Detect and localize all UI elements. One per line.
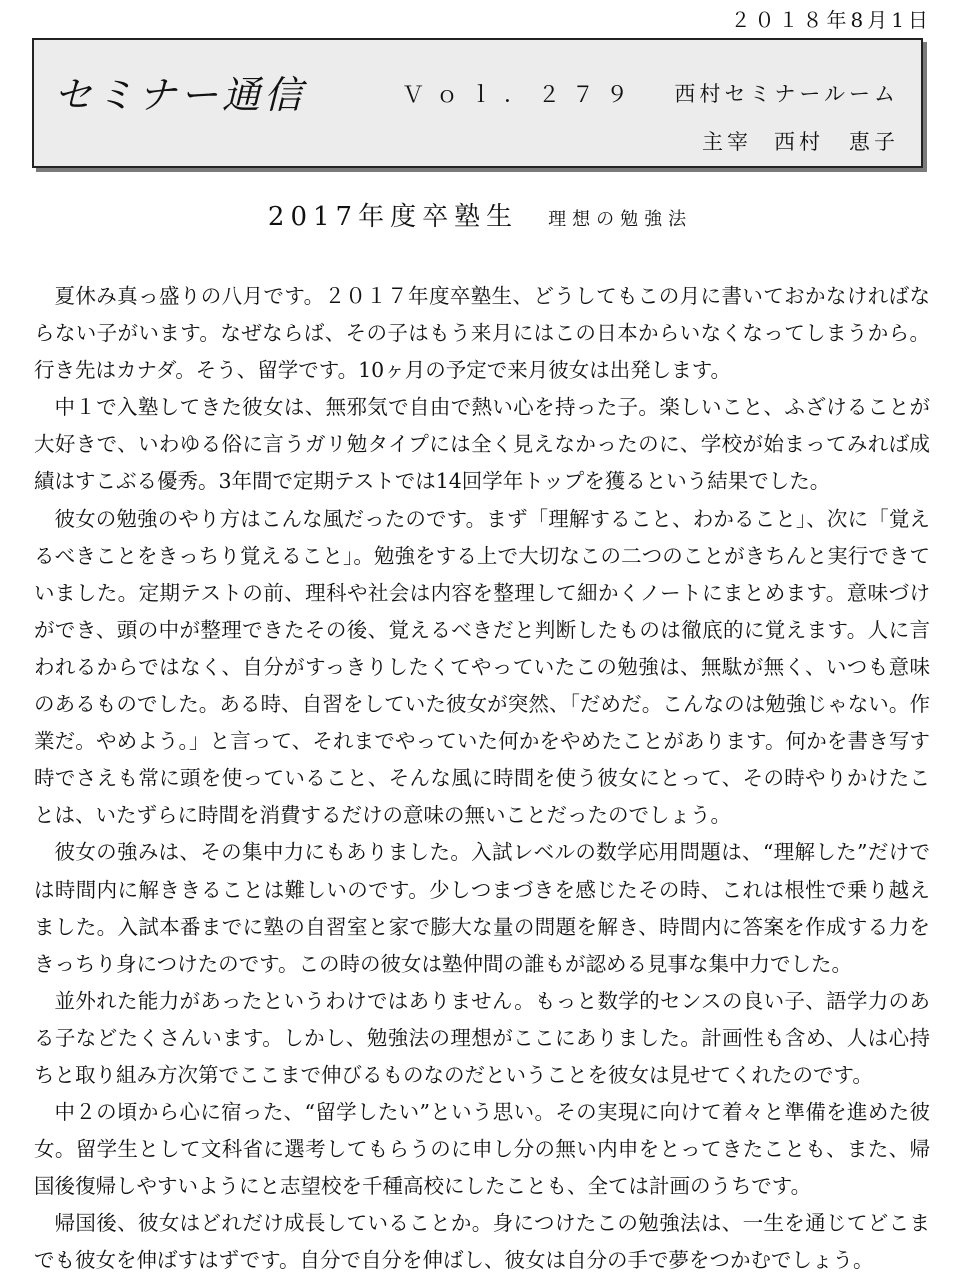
paragraph: 彼女の勉強のやり方はこんな風だったのです。まず「理解すること、わかること」、次に「覚えるべきことをきっちり覚えること」。勉強をする上で大切なこの二つのことがきちんと実行できていました。定期テストの前、理科や社会は内容を整理して細かくノートにまとめます。意味づけができ、頭の中が整理できたその後、覚えるべきだと判断したものは徹底的に覚えます。人に言われるからではなく、自分がすっきりしたくてやっていたこの勉強は、無駄が無く、いつも意味のあるものでした。ある時、自習をしていた彼女が突然、「だめだ。こんなのは勉強じゃない。作業だ。やめよう。」と言って、それまでやっていた何かをやめたことがあります。何かを書き写す時でさえも常に頭を使っていること、そんな風に時間を使う彼女にとって、その時やりかけたことは、いたずらに時間を消費するだけの意味の無いことだったのでしょう。 [34, 506, 930, 828]
editor-name: 西村 恵子 [774, 130, 899, 154]
paragraph: 帰国後、彼女はどれだけ成長していることか。身につけたこの勉強法は、一生を通じてどこまでも彼女を伸ばすはずです。自分で自分を伸ばし、彼女は自分の手で夢をつかむでしょう。 [34, 1211, 930, 1273]
paragraph: 並外れた能力があったというわけではありません。もっと数学的センスの良い子、語学力のある子などたくさんいます。しかし、勉強法の理想がここにありました。計画性も含め、人は心持ちと取り組み方次第でここまで伸びるものなのだということを彼女は見せてくれたのです。 [34, 988, 930, 1087]
paragraph: 中１で入塾してきた彼女は、無邪気で自由で熱い心を持った子。楽しいこと、ふざけることが大好きで、いわゆる俗に言うガリ勉タイプには全く見えなかったのに、学校が始まってみれば成績はすこぶる優秀。3年間で定期テストでは14回学年トップを獲るという結果でした。 [34, 395, 930, 494]
paragraph: 中２の頃から心に宿った、“留学したい”という思い。その実現に向けて着々と準備を進めた彼女。留学生として文科省に選考してもらうのに申し分の無い内申をとってきたことも、また、帰国後復帰しやすいようにと志望校を千種高校にしたことも、全ては計画のうちです。 [34, 1100, 930, 1199]
editor-line [702, 126, 899, 156]
volume-number: Ｖｏｌ．２７９ [402, 83, 641, 108]
paragraph: 彼女の強みは、その集中力にもありました。入試レベルの数学応用問題は、“理解した”だけでは時間内に解ききることは難しいのです。少しつまづきを感じたその時、これは根性で乗り越えました。入試本番までに塾の自習室と家で膨大な量の問題を解き、時間内に答案を作成する力をきっちり身につけたのです。この時の彼女は塾仲間の誰もが認める見事な集中力でした。 [34, 840, 930, 976]
publication-name: セミナー通信 [54, 73, 307, 117]
paragraph: 夏休み真っ盛りの八月です。２０１７年度卒塾生、どうしてもこの月に書いておかなければならない子がいます。なぜならば、その子はもう来月にはこの日本からいなくなってしまうから。行き先はカナダ。そう、留学です。10ヶ月の予定で来月彼女は出発します。 [34, 284, 930, 383]
newsletter-header [32, 38, 923, 168]
organization-name: 西村セミナールーム [674, 82, 899, 106]
article-heading [0, 196, 960, 233]
editor-role: 主宰 [702, 130, 752, 154]
article-title: 2017年度卒塾生 [267, 202, 519, 232]
issue-date: ２０１８年8月1日 [730, 8, 932, 32]
article-subtitle: 理想の勉強法 [548, 209, 693, 230]
article-body [34, 278, 930, 1280]
